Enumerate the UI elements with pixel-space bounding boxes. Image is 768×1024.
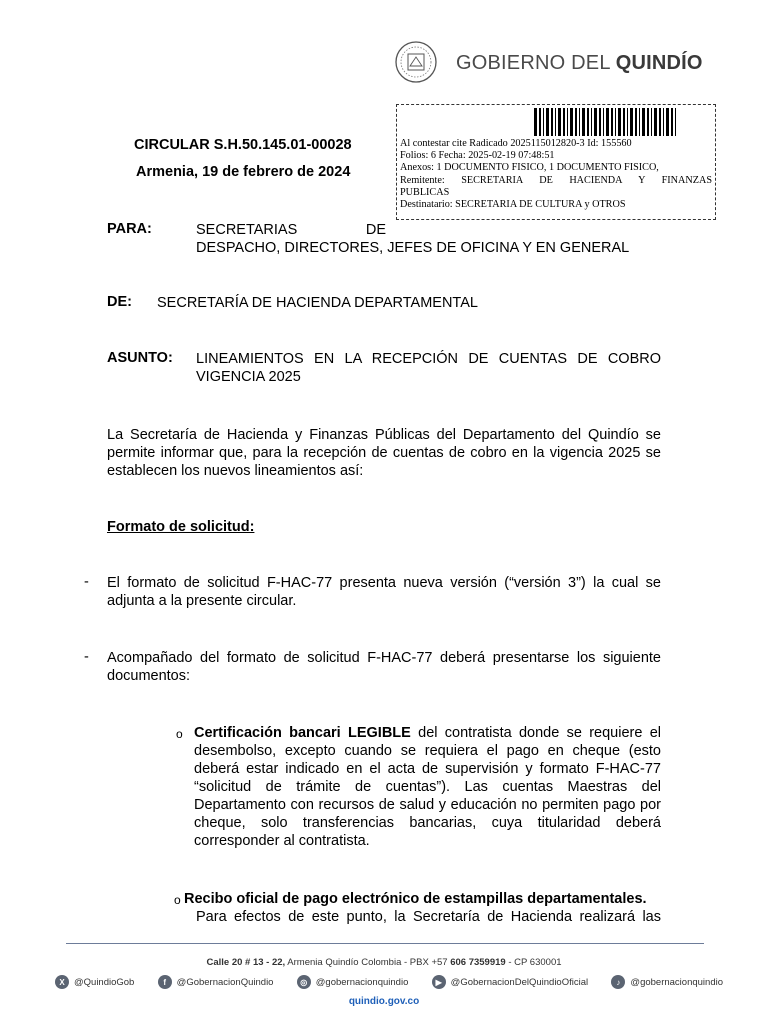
para-label: PARA: — [107, 221, 152, 237]
section-title: Formato de solicitud: — [107, 519, 255, 535]
sub-bullet-text-2: Para efectos de este punto, la Secretaría de Hacienda realizará las — [196, 909, 661, 925]
barcode — [534, 108, 676, 136]
stamp-line-anexos: Anexos: 1 DOCUMENTO FISICO, 1 DOCUMENTO FISICO, — [400, 162, 659, 174]
sub-bullet-marker-1: o — [176, 727, 183, 741]
sub-bullet-marker-2: o — [174, 893, 181, 907]
social-tiktok[interactable]: ♪ @gobernacionquindio — [611, 975, 723, 989]
footer-divider — [66, 943, 704, 944]
para-line-2: DESPACHO, DIRECTORES, JEFES DE OFICINA Y EN GENERAL — [196, 240, 630, 256]
x-icon: X — [55, 975, 69, 989]
intro-paragraph: La Secretaría de Hacienda y Finanzas Públicas del Departamento del Quindío se permite informar que, para la recepción de cuentas de cobro en la vigencia 2025 se establecen los nuevos lineamientos así: — [107, 427, 661, 479]
instagram-icon: ◎ — [297, 975, 311, 989]
social-youtube[interactable]: ▶ @GobernacionDelQuindioOficial — [432, 975, 588, 989]
social-x[interactable]: X @QuindioGob — [55, 975, 134, 989]
asunto-line-1: LINEAMIENTOS EN LA RECEPCIÓN DE CUENTAS DE COBRO — [196, 351, 661, 367]
stamp-text — [400, 138, 712, 211]
circular-date: Armenia, 19 de febrero de 2024 — [136, 164, 351, 180]
stamp-line-destinatario: Destinatario: SECRETARIA DE CULTURA y OTROS — [400, 199, 626, 211]
social-facebook[interactable]: f @GobernacionQuindio — [158, 975, 274, 989]
sub-bullet-title-2: Recibo oficial de pago electrónico de estampillas departamentales. — [184, 891, 647, 907]
bullet-dash-1: - — [84, 574, 89, 590]
footer-social-links — [55, 973, 723, 991]
facebook-icon: f — [158, 975, 172, 989]
stamp-line-remitente: Remitente: SECRETARIA DE HACIENDA Y FINANZAS — [400, 174, 712, 186]
circular-code: CIRCULAR S.H.50.145.01-00028 — [134, 137, 352, 153]
brand-wordmark: GOBIERNO DEL QUINDÍO — [456, 52, 703, 74]
stamp-line-publicas: PUBLICAS — [400, 186, 450, 198]
social-instagram[interactable]: ◎ @gobernacionquindio — [297, 975, 409, 989]
footer-address: Calle 20 # 13 - 22, Armenia Quindío Colombia - PBX +57 606 7359919 - CP 630001 — [206, 957, 562, 968]
sub-bullet-text-1: Certificación bancari LEGIBLE del contratista donde se requiere el desembolso, excepto cuando se requiera el pago en cheque (esto deberá estar indicado en el acta de supervisión y formato F-HAC-77 “solicitud de trámite de cuentas”). Las cuentas Maestras del Departamento con recursos de salud y educación no permiten pago por cheque, solo transferencias bancarias, cuya titularidad deberá corresponder al contratista. — [194, 725, 661, 849]
department-seal-logo — [394, 40, 438, 84]
asunto-label: ASUNTO: — [107, 350, 173, 366]
asunto-line-2: VIGENCIA 2025 — [196, 369, 301, 385]
footer-website-link[interactable]: quindio.gov.co — [348, 996, 420, 1007]
stamp-line-radicado: Al contestar cite Radicado 2025115012820-3 Id: 155560 — [400, 138, 632, 149]
de-label: DE: — [107, 294, 132, 310]
bullet-text-1: El formato de solicitud F-HAC-77 presenta nueva versión (“versión 3”) la cual se adjunta a la presente circular. — [107, 575, 661, 609]
tiktok-icon: ♪ — [611, 975, 625, 989]
para-line-1: SECRETARIAS DE — [196, 222, 386, 238]
bullet-dash-2: - — [84, 649, 89, 665]
bullet-text-2: Acompañado del formato de solicitud F-HAC-77 deberá presentarse los siguiente documentos: — [107, 650, 661, 684]
stamp-line-folios: Folios: 6 Fecha: 2025-02-19 07:48:51 — [400, 150, 555, 162]
de-value: SECRETARÍA DE HACIENDA DEPARTAMENTAL — [157, 295, 478, 311]
youtube-icon: ▶ — [432, 975, 446, 989]
